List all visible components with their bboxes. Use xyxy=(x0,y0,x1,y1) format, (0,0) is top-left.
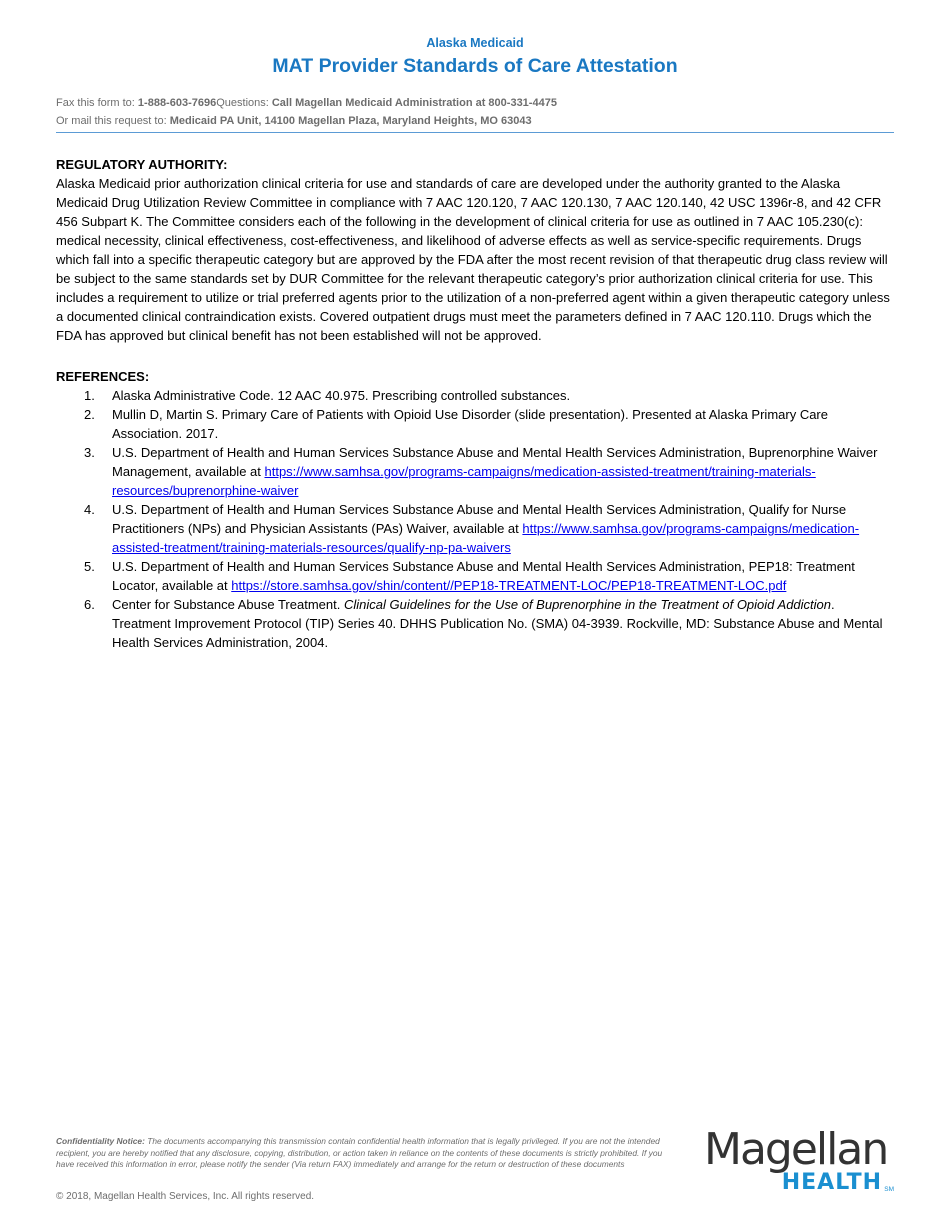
notice-text: The documents accompanying this transmission contain confidential health information that is legally privileged. If you are not the intended recipient, you are hereby notified that any disclosure, copying, distribution, or action taken in reliance on the contents of these documents is strictly prohibited. If you have received this information in error, please notify the sender (Via return FAX) immediately and arrange for the return or destruction of these documents xyxy=(56,1136,663,1169)
document-page xyxy=(56,0,894,1230)
mail-label: Or mail this request to: xyxy=(56,114,170,127)
notice-label: Confidentiality Notice: xyxy=(56,1136,145,1146)
contact-line-fax xyxy=(56,95,894,113)
reference-text: Mullin D, Martin S. Primary Care of Patients with Opioid Use Disorder (slide presentation). Presented at Alaska Primary Care Association. 2017. xyxy=(112,407,828,441)
references-heading: REFERENCES: xyxy=(56,369,150,384)
reference-text: U.S. Department of Health and Human Services Substance Abuse and Mental Health Services Administration, PEP18: Treatment Locator, available at xyxy=(112,559,855,593)
logo-wordmark: Magellan xyxy=(704,1124,888,1175)
fax-number: 1-888-603-7696 xyxy=(137,97,217,109)
header-divider xyxy=(56,132,894,133)
reference-number: 5. xyxy=(84,559,95,574)
references-list xyxy=(56,386,894,652)
logo-service-mark: SM xyxy=(884,1186,894,1193)
reference-title-italic: Clinical Guidelines for the Use of Buprenorphine in the Treatment of Opioid Addiction xyxy=(343,597,832,612)
reference-item xyxy=(56,595,894,652)
document-header xyxy=(56,0,894,78)
reference-number: 4. xyxy=(84,502,95,517)
mail-address: Medicaid PA Unit, 14100 Magellan Plaza, Maryland Heights, MO 63043 xyxy=(169,114,532,127)
magellan-health-logo xyxy=(704,1124,894,1196)
reference-text-before: Center for Substance Abuse Treatment. xyxy=(112,597,344,612)
copyright: © 2018, Magellan Health Services, Inc. All rights reserved. xyxy=(56,1191,315,1202)
reference-text: Alaska Administrative Code. 12 AAC 40.975. Prescribing controlled substances. xyxy=(112,388,571,403)
fax-label: Fax this form to: xyxy=(56,97,138,109)
organization-name: Alaska Medicaid xyxy=(426,36,524,50)
reference-text: U.S. Department of Health and Human Services Substance Abuse and Mental Health Services Administration, Qualify for Nurse Practitioners (NPs) and Physician Assistants (PAs) Waiver, available at xyxy=(112,502,847,536)
reference-number: 3. xyxy=(84,445,95,460)
reference-link-treatment-locator[interactable]: https://store.samhsa.gov/shin/content//PEP18-TREATMENT-LOC/PEP18-TREATMENT-LOC.pdf xyxy=(231,578,787,593)
logo-health: HEALTH xyxy=(781,1170,882,1195)
reference-link-buprenorphine-waiver[interactable]: https://www.samhsa.gov/programs-campaigns/medication-assisted-treatment/training-materials-resources/buprenorphine-waiver xyxy=(112,464,816,498)
reference-item xyxy=(56,500,894,557)
reference-link-qualify-np-pa[interactable]: https://www.samhsa.gov/programs-campaigns/medication-assisted-treatment/training-materials-resources/qualify-np-pa-waivers xyxy=(112,521,860,555)
questions-value: Call Magellan Medicaid Administration at 800-331-4475 xyxy=(271,97,557,109)
contact-line-mail xyxy=(56,113,894,131)
reference-item xyxy=(56,443,894,500)
regulatory-text: Alaska Medicaid prior authorization clinical criteria for use and standards of care are developed under the authority granted to the Alaska Medicaid Drug Utilization Review Committee in compliance with 7 AAC 120.120, 7 AAC 120.130, 7 AAC 120.140, 42 USC 1396r-8, and 42 CFR 456 Subpart K. The Committee considers each of the following in the development of clinical criteria for use as outlined in 7 AAC 105.230(c): medical necessity, clinical effectiveness, cost-effectiveness, and likelihood of adverse effects as well as service-specific requirements. Drugs which fall into a specific therapeutic category but are approved by the FDA after the most recent revision of that therapeutic drug class review will be subject to the same standards set by DUR Committee for the relevant therapeutic category’s prior authorization clinical criteria for use. This includes a requirement to utilize or trial preferred agents prior to the utilization of a non-preferred agent within a given therapeutic category unless a documented clinical contraindication exists. Covered outpatient drugs must meet the parameters defined in 7 AAC 120.110. Drugs which the FDA has approved but clinical benefit has not been established will not be approved. xyxy=(56,176,890,343)
reference-number: 6. xyxy=(84,597,95,612)
reference-text-after: . Treatment Improvement Protocol (TIP) Series 40. DHHS Publication No. (SMA) 04-3939. Rockville, MD: Substance Abuse and Mental Health Services Administration, 2004. xyxy=(112,597,883,650)
document-title: MAT Provider Standards of Care Attestation xyxy=(272,55,678,77)
reference-text: U.S. Department of Health and Human Services Substance Abuse and Mental Health Services Administration, Buprenorphine Waiver Management, available at xyxy=(112,445,878,479)
reference-item xyxy=(56,405,894,443)
reference-number: 2. xyxy=(84,407,95,422)
reference-number: 1. xyxy=(84,388,95,403)
confidentiality-notice xyxy=(56,1136,674,1171)
questions-label: Questions: xyxy=(216,97,272,109)
reference-item xyxy=(56,386,894,405)
regulatory-heading: REGULATORY AUTHORITY: xyxy=(56,157,228,172)
contact-info xyxy=(56,95,894,130)
reference-item xyxy=(56,557,894,595)
